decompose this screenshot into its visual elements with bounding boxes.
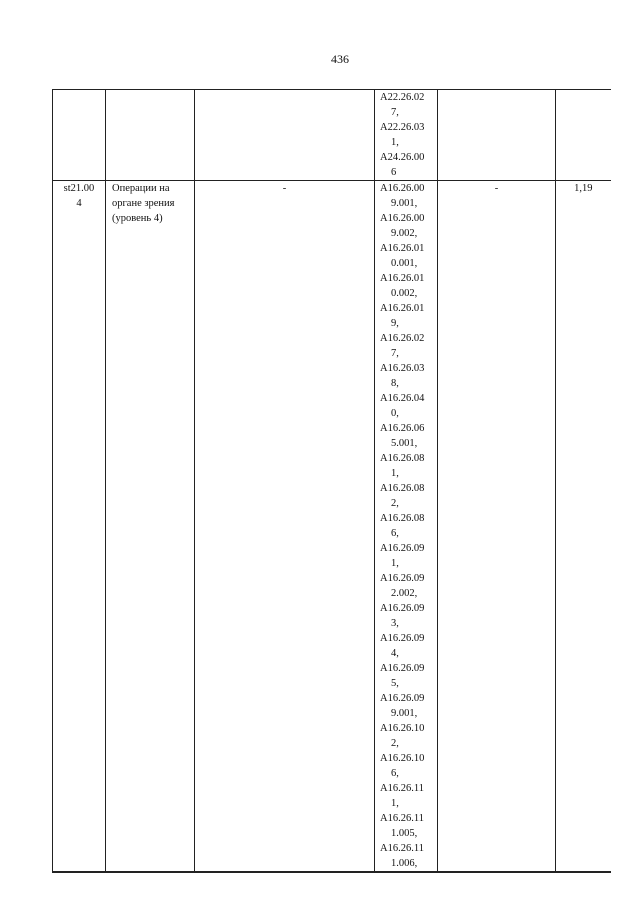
service-code-line: A16.26.09 [380,663,425,674]
code-cell [53,181,106,873]
service-code-line: A16.26.08 [380,483,425,494]
service-code-line: A16.26.03 [380,363,425,374]
service-code-line: A16.26.09 [380,603,425,614]
service-code-line: A16.26.10 [380,723,425,734]
service-code-line: 8, [391,378,399,389]
name-cell: Операции на органе зрения (уровень 4) [106,181,195,873]
service-code-line: A16.26.11 [380,783,424,794]
service-code-line: 0, [391,408,399,419]
service-code-line: 2, [391,738,399,749]
service-code-line: A16.26.06 [380,423,425,434]
service-code-line: 3, [391,618,399,629]
service-code-line: 7, [391,348,399,359]
service-code-line: A16.26.08 [380,453,425,464]
service-code-line: A22.26.02 [380,92,425,103]
name-cell [106,90,195,181]
service-code-line: A16.26.02 [380,333,425,344]
service-code-line: A22.26.03 [380,122,425,133]
service-code-line: 1.006, [391,858,418,869]
service-code-line: A16.26.00 [380,183,425,194]
service-code-line: 1.005, [391,828,418,839]
service-code-line: 9.002, [391,228,418,239]
service-code-line: A16.26.08 [380,513,425,524]
service-code-line: 6, [391,768,399,779]
tariff-table [52,89,611,873]
col5-cell [438,90,556,181]
service-code-line: A16.26.09 [380,543,425,554]
code-cell [53,90,106,181]
service-code-line: A16.26.00 [380,213,425,224]
col5-cell: - [438,181,556,873]
service-code-line: A24.26.00 [380,152,425,163]
service-code-line: A16.26.01 [380,243,425,254]
service-code-line: 1, [391,137,399,148]
service-code-line: 9.001, [391,198,418,209]
row-code-line: st21.00 [63,183,95,194]
service-code-line: A16.26.01 [380,273,425,284]
col3-cell: - [195,181,375,873]
service-code-line: 5.001, [391,438,418,449]
service-code-line: 0.001, [391,258,418,269]
service-code-line: 7, [391,107,399,118]
service-code-line: 2, [391,498,399,509]
service-code-line: A16.26.10 [380,753,425,764]
service-code-line: 0.002, [391,288,418,299]
continuation-row [53,90,611,181]
service-code-line: 9.001, [391,708,418,719]
page-number: 436 [331,52,349,66]
row-code-line: 4 [76,198,82,209]
service-code-line: A16.26.09 [380,693,425,704]
service-code-line: A16.26.04 [380,393,425,404]
service-code-line: 6 [391,167,397,178]
service-code-line: 1, [391,798,399,809]
coefficient-cell [556,90,611,181]
service-code-line: 6, [391,528,399,539]
service-codes-cell [375,90,438,181]
service-code-line: 1, [391,468,399,479]
service-code-line: A16.26.09 [380,573,425,584]
service-codes-cell [375,181,438,873]
service-code-line: 2.002, [391,588,418,599]
table-row [53,181,611,873]
service-code-line: 4, [391,648,399,659]
service-code-line: 5, [391,678,399,689]
coefficient-cell: 1,19 [556,181,611,873]
service-code-line: 1, [391,558,399,569]
service-code-line: A16.26.11 [380,843,424,854]
col3-cell [195,90,375,181]
service-code-line: 9, [391,318,399,329]
service-code-line: A16.26.11 [380,813,424,824]
service-code-line: A16.26.01 [380,303,425,314]
service-code-line: A16.26.09 [380,633,425,644]
